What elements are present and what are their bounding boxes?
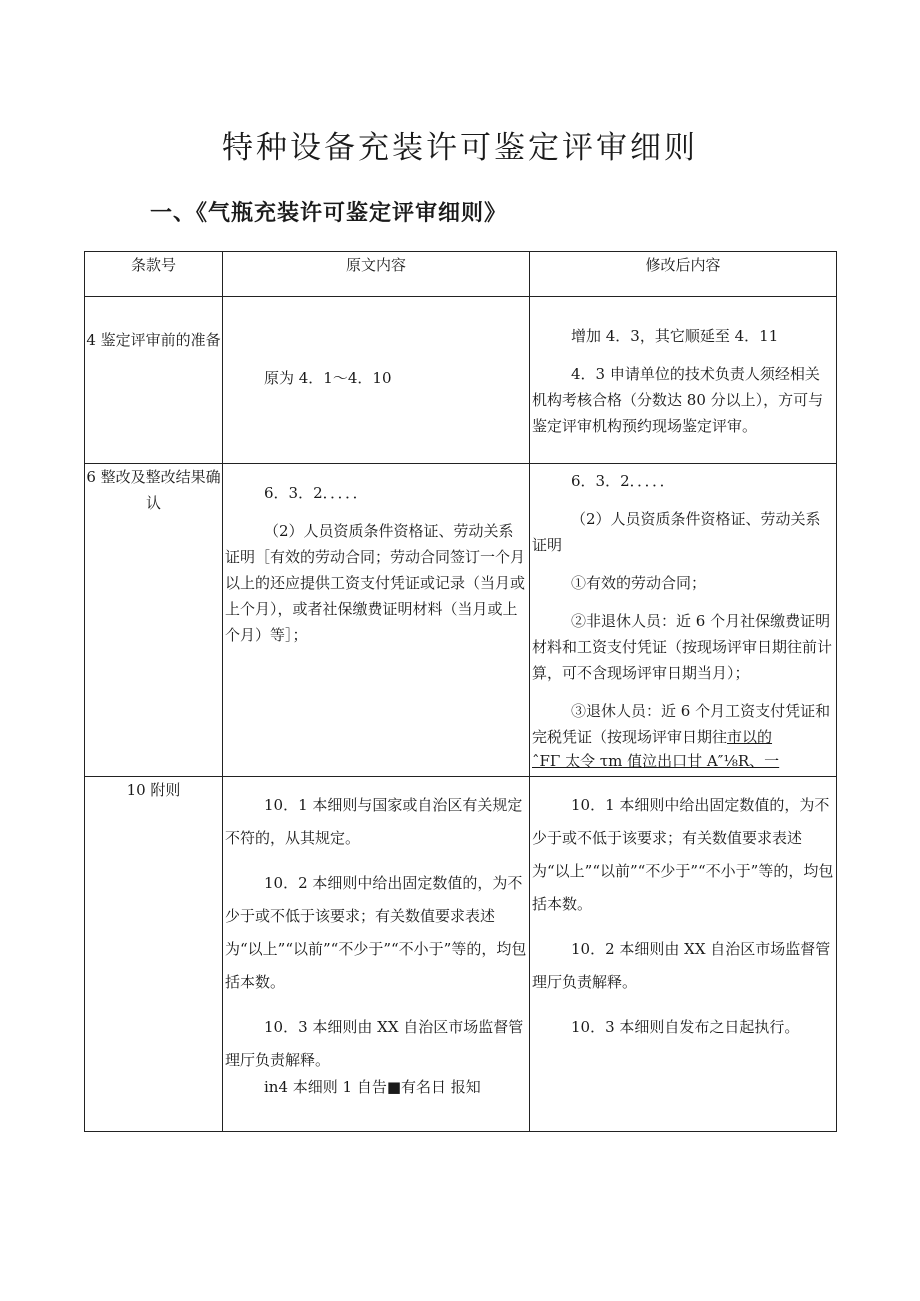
revised-paragraph: ②非退休人员：近 6 个月社保缴费证明材料和工资支付凭证（按现场评审日期往前计算，可不含现场评审日期当月）； — [532, 612, 833, 682]
section-heading: 一、《气瓶充装许可鉴定评审细则》 — [150, 201, 508, 226]
original-paragraph: （2）人员资质条件资格证、劳动关系证明［有效的劳动合同；劳动合同签订一个月以上的还应提供工资支付凭证或记录（当月或上个月），或者社保缴费证明材料（当月或上个月）等］； — [225, 522, 526, 644]
original-cell — [223, 297, 530, 464]
revised-paragraph — [532, 698, 834, 750]
clause-label: 6 整改及整改结果确认 — [86, 468, 221, 512]
revised-paragraph: 10．2 本细则由 XX 自治区市场监督管理厅负责解释。 — [532, 940, 831, 991]
clause-cell — [85, 297, 223, 464]
original-text: 原为 4．1～4．10 — [264, 369, 392, 387]
garbled-text: 市以的 — [727, 728, 773, 746]
clause-label: 4 鉴定评审前的准备 — [86, 331, 221, 349]
header-clause: 条款号 — [85, 252, 223, 297]
original-paragraph: 10．2 本细则中给出固定数值的，为不少于或不低于该要求；有关数值要求表述为“以上”“以前”“不少于”“不小于”等的，均包括本数。 — [225, 874, 527, 991]
revised-paragraph: 6．3．2．．．．． — [571, 472, 675, 490]
document-title: 特种设备充装许可鉴定评审细则 — [222, 130, 698, 166]
revised-cell — [530, 464, 837, 777]
revised-text: ③退休人员：近 6 个月工资支付凭证和完税凭证（按现场评审日期往 — [532, 702, 831, 746]
clause-cell — [85, 464, 223, 777]
garbled-line: ˆFΓ 太令 τm 值泣出口甘 A″⅛R、一 — [532, 752, 780, 770]
clause-label: 10 附则 — [126, 781, 181, 799]
revision-table — [84, 251, 837, 1132]
revised-paragraph: 10．3 本细则自发布之日起执行。 — [571, 1018, 800, 1036]
original-cell — [223, 777, 530, 1132]
revised-cell — [530, 777, 837, 1132]
table-row — [85, 777, 837, 1132]
revised-cell — [530, 297, 837, 464]
revised-paragraph: 增加 4．3，其它顺延至 4．11 — [571, 327, 779, 345]
revised-paragraph: （2）人员资质条件资格证、劳动关系证明 — [532, 510, 821, 554]
revised-paragraph: 4．3 申请单位的技术负责人须经相关机构考核合格（分数达 80 分以上），方可与鉴定评审机构预约现场鉴定评审。 — [532, 365, 824, 435]
original-cell — [223, 464, 530, 777]
cut-off-line — [225, 1071, 527, 1096]
original-paragraph: 10．3 本细则由 XX 自治区市场监督管理厅负责解释。 — [225, 1018, 524, 1069]
original-paragraph: 6．3．2．．．．． — [264, 484, 368, 502]
clause-cell — [85, 777, 223, 1132]
header-revised: 修改后内容 — [530, 252, 837, 297]
original-paragraph: 10．1 本细则与国家或自治区有关规定不符的，从其规定。 — [225, 796, 523, 847]
table-header-row — [85, 252, 837, 297]
revised-paragraph: 10．1 本细则中给出固定数值的，为不少于或不低于该要求；有关数值要求表述为“以上”“以前”“不少于”“不小于”等的，均包括本数。 — [532, 796, 834, 913]
revised-paragraph: ①有效的劳动合同； — [571, 574, 707, 592]
table-row — [85, 464, 837, 777]
header-original: 原文内容 — [223, 252, 530, 297]
original-paragraph: in4 本细则 1 自告■有名日 报知 — [264, 1078, 481, 1096]
table-row — [85, 297, 837, 464]
